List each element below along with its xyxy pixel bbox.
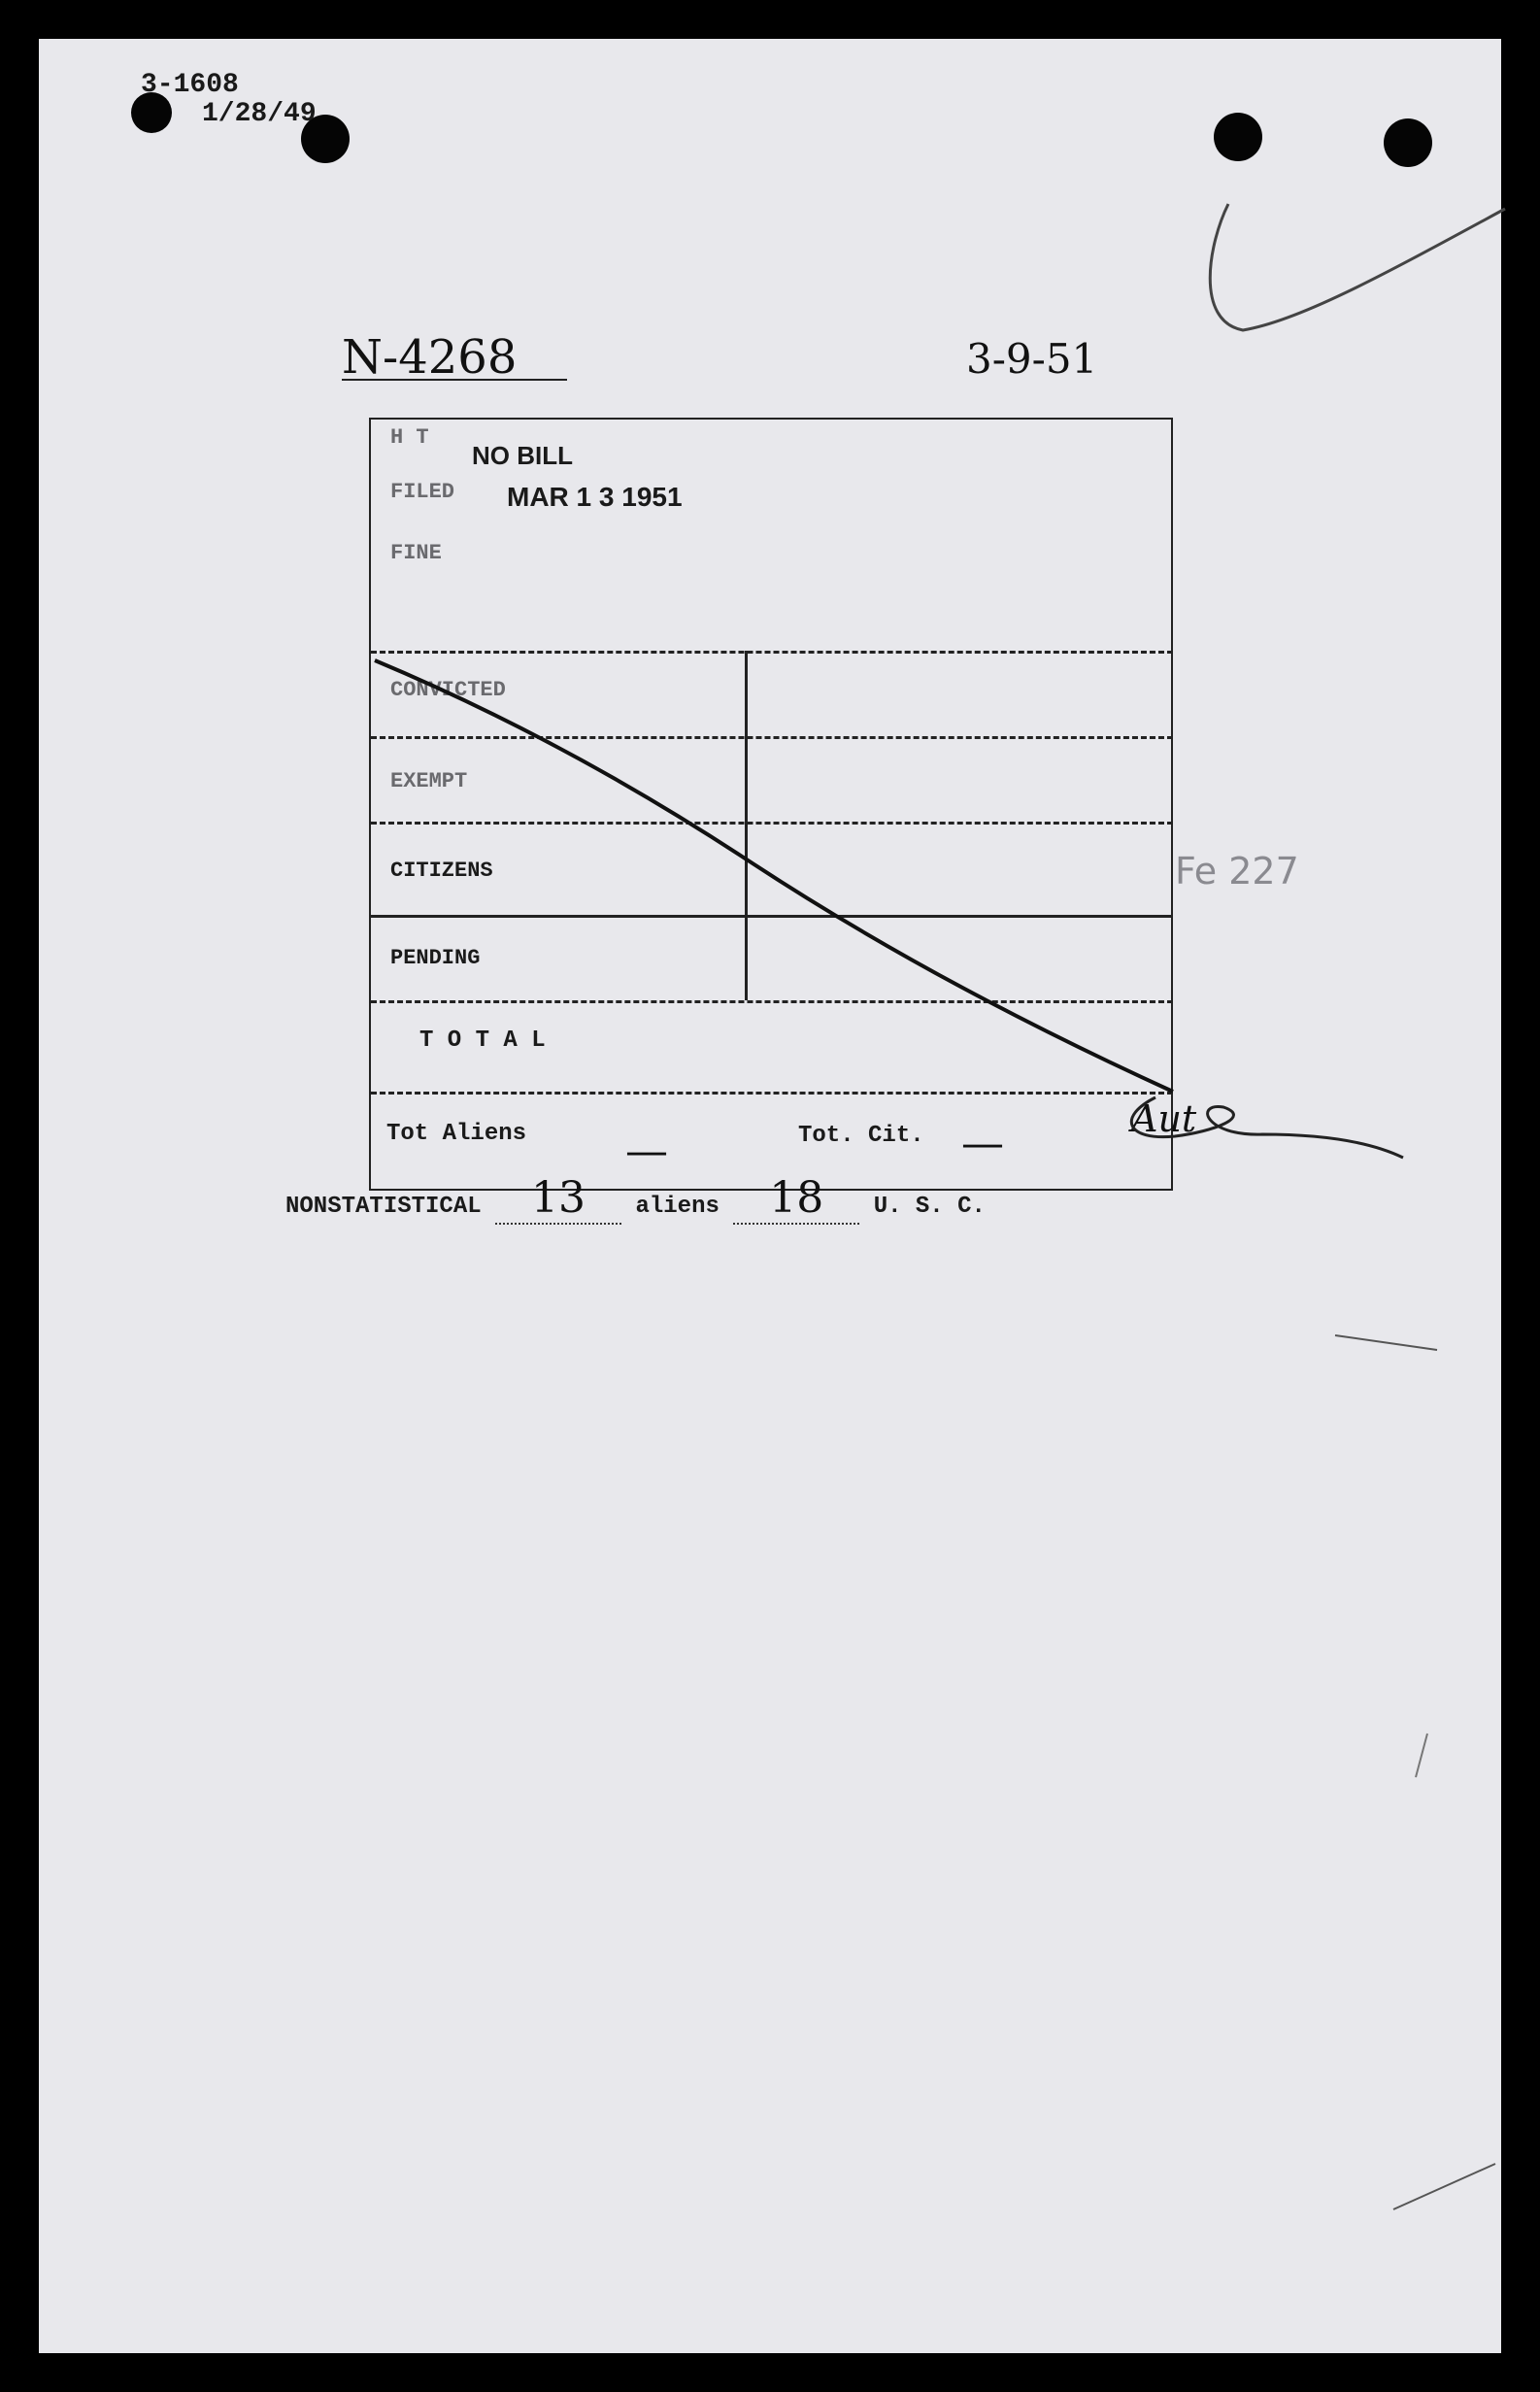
value-aliens-count: 13 bbox=[495, 1173, 621, 1225]
form-date: 1/28/49 bbox=[202, 99, 317, 129]
label-pending: PENDING bbox=[390, 946, 481, 970]
strike-through-line bbox=[371, 420, 1175, 1193]
initials: Aut bbox=[1131, 1097, 1197, 1140]
stamp-no-bill: NO BILL bbox=[472, 441, 573, 470]
punch-hole-right-2 bbox=[1384, 118, 1432, 167]
pen-check-mark bbox=[1194, 185, 1515, 379]
initials-flourish bbox=[1117, 1088, 1408, 1175]
record-date: 3-9-51 bbox=[966, 335, 1098, 383]
margin-note: Fe 227 bbox=[1175, 850, 1299, 893]
stray-mark-3 bbox=[1408, 1729, 1437, 1787]
punch-hole-right-1 bbox=[1214, 113, 1262, 161]
label-tot-aliens: Tot Aliens bbox=[386, 1121, 527, 1147]
underline-case bbox=[342, 379, 567, 381]
stray-mark-2 bbox=[1389, 2156, 1505, 2214]
label-ht: H T bbox=[390, 425, 429, 450]
value-tot-cit: — bbox=[961, 1119, 1004, 1168]
label-tot-cit: Tot. Cit. bbox=[798, 1123, 924, 1149]
label-filed: FILED bbox=[390, 480, 455, 504]
label-nonstatistical: NONSTATISTICAL bbox=[285, 1194, 482, 1220]
document-page bbox=[39, 39, 1501, 2353]
case-number: N-4268 bbox=[342, 330, 518, 385]
record-form bbox=[369, 418, 1173, 1191]
stamp-date: MAR 1 3 1951 bbox=[507, 482, 683, 512]
nonstatistical-row bbox=[285, 1173, 986, 1225]
label-total: T O T A L bbox=[419, 1028, 546, 1054]
label-exempt: EXEMPT bbox=[390, 769, 468, 793]
label-citizens: CITIZENS bbox=[390, 859, 493, 883]
value-usc-count: 18 bbox=[733, 1173, 859, 1225]
label-fine: FINE bbox=[390, 541, 442, 565]
label-usc: U. S. C. bbox=[873, 1194, 986, 1220]
label-convicted: CONVICTED bbox=[390, 678, 506, 702]
value-tot-aliens: — bbox=[625, 1127, 668, 1176]
stray-mark-1 bbox=[1330, 1331, 1447, 1360]
form-number: 3-1608 bbox=[141, 70, 239, 100]
label-aliens: aliens bbox=[635, 1194, 720, 1220]
